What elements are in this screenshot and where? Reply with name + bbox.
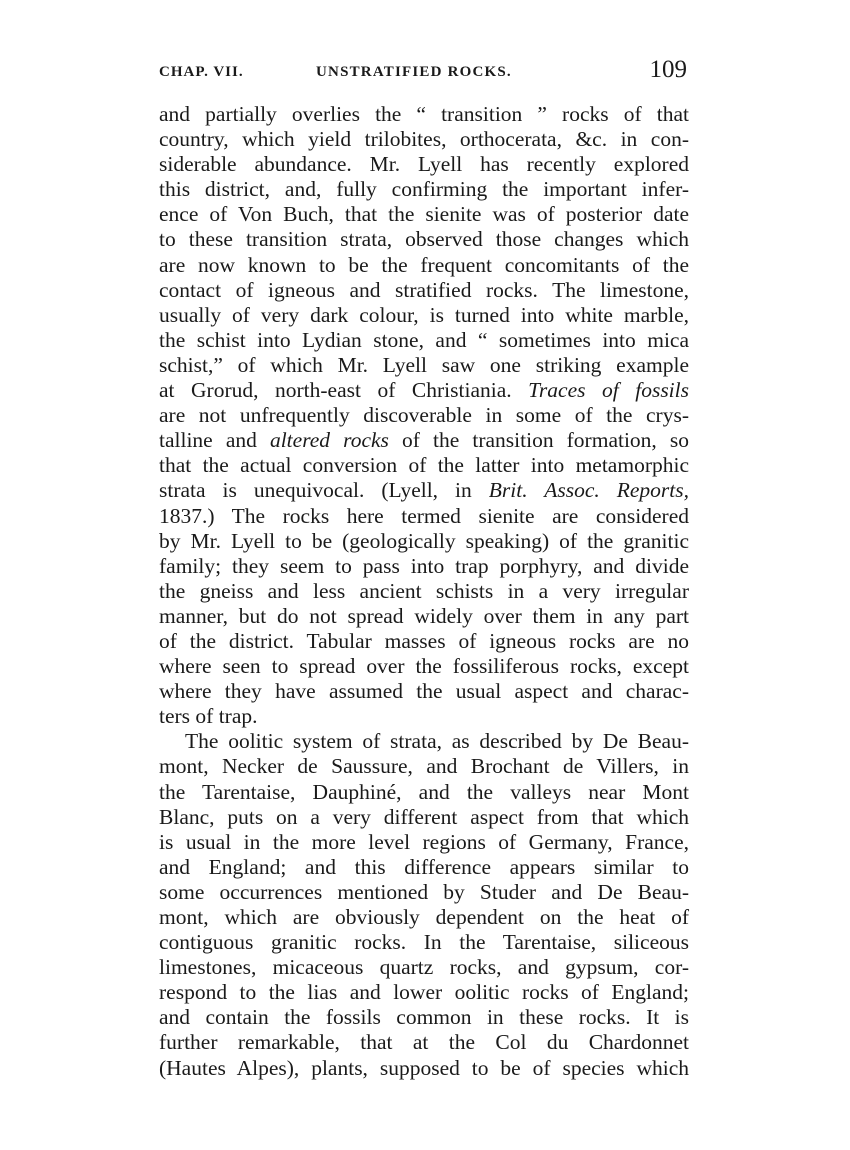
text-line: further remarkable, that at the Col du Chardonnet (159, 1030, 689, 1055)
text-run: talline and (159, 428, 270, 453)
text-line: where seen to spread over the fossiliferous rocks, except (159, 654, 689, 679)
text-line: ence of Von Buch, that the sienite was of posterior date (159, 202, 689, 227)
text-line (159, 378, 689, 403)
text-line: some occurrences mentioned by Studer and De Beau- (159, 879, 689, 904)
text-line: family; they seem to pass into trap porphyry, and divide (159, 553, 689, 578)
text-line: to these transition strata, observed those changes which (159, 227, 689, 252)
text-line: are now known to be the frequent concomitants of the (159, 252, 689, 277)
text-run: strata is unequivocal. (Lyell, in (159, 478, 489, 503)
page-number: 109 (649, 56, 687, 83)
text-line: by Mr. Lyell to be (geologically speaking) of the granitic (159, 528, 689, 553)
text-line: the schist into Lydian stone, and “ sometimes into mica (159, 327, 689, 352)
paragraph-2 (159, 729, 689, 1080)
text-line: mont, which are obviously dependent on the heat of (159, 905, 689, 929)
text-line: respond to the lias and lower oolitic rocks of England; (159, 980, 689, 1005)
text-line: the Tarentaise, Dauphiné, and the valleys near Mont (159, 779, 689, 804)
text-line: mont, Necker de Saussure, and Brochant de Villers, in (159, 754, 689, 779)
italic-text: Brit. Assoc. Reports, (488, 478, 689, 503)
text-line: where they have assumed the usual aspect and charac- (159, 679, 689, 704)
text-line: and contain the fossils common in these rocks. It is (159, 1005, 689, 1030)
text-line: are not unfrequently discoverable in some of the crys- (159, 403, 689, 428)
text-line: contiguous granitic rocks. In the Tarentaise, siliceous (159, 930, 689, 955)
text-line: The oolitic system of strata, as described by De Beau- (185, 729, 689, 754)
running-title: UNSTRATIFIED ROCKS. (316, 64, 512, 80)
text-line: Blanc, puts on a very different aspect from that which (159, 804, 689, 829)
text-line: usually of very dark colour, is turned into white marble, (159, 302, 689, 327)
text-line (159, 428, 689, 453)
text-line: contact of igneous and stratified rocks. The limestone, (159, 277, 689, 302)
text-line: is usual in the more level regions of Germany, France, (159, 829, 689, 854)
chapter-label: CHAP. VII. (159, 64, 244, 80)
text-line: this district, and, fully confirming the important infer- (159, 177, 689, 202)
text-line: ters of trap. (159, 704, 258, 729)
text-line: and partially overlies the “ transition ” rocks of that (159, 102, 689, 126)
text-line: of the district. Tabular masses of igneous rocks are no (159, 628, 689, 653)
text-line: siderable abundance. Mr. Lyell has recently explored (159, 152, 689, 177)
text-line: that the actual conversion of the latter into metamorphic (159, 453, 689, 478)
text-line: 1837.) The rocks here termed sienite are considered (159, 503, 689, 528)
text-line: schist,” of which Mr. Lyell saw one striking example (159, 352, 689, 377)
italic-text: altered rocks (269, 428, 389, 453)
text-line (159, 478, 689, 503)
text-line: and England; and this difference appears similar to (159, 854, 689, 879)
text-line: the gneiss and less ancient schists in a very irregular (159, 578, 689, 603)
text-run: at Grorud, north-east of Christiania. (159, 378, 529, 403)
book-page (159, 58, 689, 1081)
text-line: manner, but do not spread widely over them in any part (159, 603, 689, 628)
text-line: country, which yield trilobites, orthocerata, &c. in con- (159, 127, 689, 152)
body-text (159, 102, 689, 1081)
italic-text: Traces of fossils (528, 378, 689, 403)
running-head (159, 58, 689, 92)
paragraph-1 (159, 102, 689, 729)
text-run: of the transition formation, so (388, 428, 690, 453)
text-line: (Hautes Alpes), plants, supposed to be of species which (159, 1055, 689, 1080)
text-line: limestones, micaceous quartz rocks, and gypsum, cor- (159, 955, 689, 980)
